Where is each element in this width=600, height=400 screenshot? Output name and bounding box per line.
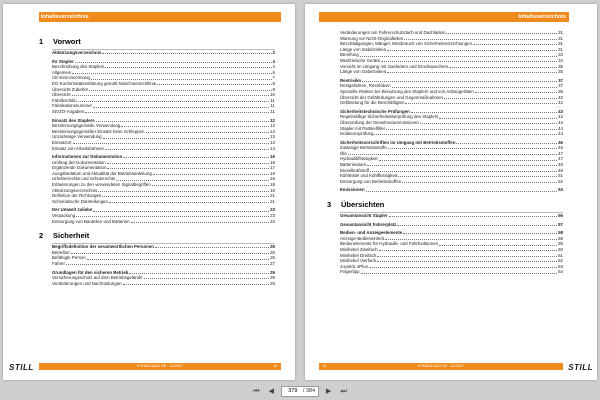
- dot-leader: [449, 67, 557, 68]
- toc-entry-title: StVZO-Angaben: [52, 108, 85, 114]
- dot-leader: [404, 39, 557, 40]
- toc-entry-title: Ausgabedatum und Aktualität der Betriebsanleitung: [52, 170, 152, 176]
- dot-leader: [102, 196, 269, 197]
- toc-entry-title: Umfang der Dokumentation: [52, 159, 106, 165]
- toc-entry-title: Entsorgung von Bauteilen und Batterien: [52, 218, 130, 224]
- dot-leader: [377, 261, 557, 262]
- toc-entry-title: Einsatz des Staplers: [52, 117, 95, 123]
- dot-leader: [72, 95, 270, 96]
- toc-entry[interactable]: [327, 179, 563, 185]
- toc-entry-title: Fabrikschild: [52, 97, 76, 103]
- dot-leader: [91, 79, 272, 80]
- toc-entry-page: 23: [270, 213, 275, 219]
- dot-leader: [392, 87, 558, 88]
- toc-entry-page: 37: [558, 77, 563, 83]
- toc-entry-title: Versicherungsschutz auf dem Betriebsgelände: [52, 275, 143, 281]
- toc-entry-page: 31: [558, 30, 563, 35]
- dot-leader: [411, 112, 557, 113]
- dot-leader: [153, 174, 269, 175]
- toc-entry-page: 58: [558, 230, 563, 236]
- toc-entry-page: 59: [558, 241, 563, 247]
- toc-entry-page: 61: [558, 252, 563, 258]
- toc-entry-title: Minihebel Vierfach: [340, 258, 377, 264]
- dot-leader: [72, 73, 271, 74]
- dot-leader: [397, 225, 557, 226]
- dot-leader: [87, 259, 269, 260]
- dot-leader: [446, 33, 557, 34]
- chapter-heading[interactable]: [39, 227, 275, 240]
- dot-leader: [420, 123, 557, 124]
- toc-entry-title: Minihebel Dreifach: [340, 252, 377, 258]
- toc-entry[interactable]: [39, 281, 275, 287]
- dot-leader: [73, 143, 270, 144]
- dot-leader: [473, 44, 557, 45]
- dot-leader: [444, 98, 557, 99]
- toc-entry-page: 23: [270, 218, 275, 224]
- dot-leader: [388, 148, 557, 149]
- toc-entry-page: 43: [558, 114, 563, 120]
- toc-entry-title: Fabrikationsnummer: [52, 103, 93, 109]
- toc-entry-page: 26: [270, 255, 275, 261]
- toc-entry-title: Ergänzende Dokumentation: [52, 165, 107, 171]
- toc-entry-page: 13: [270, 128, 275, 134]
- dot-leader: [123, 284, 270, 285]
- dot-leader: [129, 273, 269, 274]
- toc-entry-title: Schematische Darstellungen: [52, 198, 108, 204]
- dot-leader: [152, 185, 269, 186]
- dot-leader: [146, 132, 270, 133]
- toc-entry-page: 9: [272, 86, 275, 92]
- toc-entry-page: 38: [558, 88, 563, 94]
- toc-entry-title: Regelmäßige Sicherheitsüberprüfung des Staplers: [340, 114, 439, 120]
- dot-leader: [131, 222, 269, 223]
- toc-entry-page: 62: [558, 258, 563, 264]
- page-header-bar: [319, 12, 569, 22]
- dot-leader: [439, 245, 557, 246]
- toc-entry-title: Medizinische Geräte: [340, 57, 381, 63]
- dot-leader: [107, 163, 269, 164]
- toc-entry-title: Veränderungen und Nachrüstungen: [52, 280, 122, 286]
- toc-entry-page: 18: [270, 176, 275, 182]
- dot-leader: [402, 182, 557, 183]
- toc-entry-title: Länge von Gabelzinken: [340, 46, 387, 52]
- dot-leader: [475, 92, 557, 93]
- dot-leader: [405, 103, 557, 104]
- dot-leader: [105, 149, 269, 150]
- toc-entry-title: Dieselkraftstoff: [340, 167, 369, 173]
- dot-leader: [389, 216, 558, 217]
- dot-leader: [93, 107, 269, 108]
- toc-entry-title: Beschädigungen, Mängel, Missbrauch von Sicherheitseinrichtungen: [340, 41, 473, 47]
- toc-entry-page: 43: [558, 108, 563, 114]
- toc-entry-page: 44: [558, 125, 563, 131]
- toc-entry-page: 4: [272, 64, 275, 70]
- page-header-bar: [39, 12, 281, 22]
- dot-leader: [362, 81, 557, 82]
- toc-entry-page: 29: [270, 269, 275, 275]
- chapter-number: 3: [327, 200, 332, 210]
- footer-page-number: IV: [323, 364, 327, 368]
- dot-leader: [102, 53, 271, 54]
- toc-entry-page: 56: [558, 213, 563, 219]
- toc-entry-title: Allgemein: [52, 69, 72, 75]
- dot-leader: [144, 278, 270, 279]
- toc-entry-page: 26: [270, 244, 275, 250]
- toc-entry-title: Vorsicht im Umgang mit Gasfedern und Druckspeichern: [340, 63, 449, 69]
- toc-entry-title: CE-Kennzeichnung: [52, 75, 90, 81]
- dot-leader: [369, 267, 557, 268]
- toc-entry-title: Informationen zur Dokumentation: [52, 154, 123, 160]
- toc-entry-title: Zulässige Betriebsstoffe: [340, 145, 387, 151]
- toc-entry-page: 2: [272, 50, 275, 55]
- toc-entry-page: 13: [270, 139, 275, 145]
- dot-leader: [348, 154, 557, 155]
- chapter-title: Übersichten: [341, 200, 385, 210]
- toc-entry-page: 58: [558, 235, 563, 241]
- dot-leader: [116, 180, 269, 181]
- dot-leader: [71, 253, 269, 254]
- toc-entry-title: Kühlmittel und Kühlflüssigkeit: [340, 173, 398, 179]
- footer-document-code: 57348011824 DE - 11/2017: [136, 364, 184, 368]
- dot-leader: [75, 62, 272, 63]
- toc-entry-title: Bereifung: [340, 52, 359, 58]
- toc-entry-title: Abkürzungsverzeichnis: [52, 50, 102, 55]
- toc-entry-page: 47: [558, 156, 563, 162]
- toc-entry-page: 16: [270, 159, 275, 165]
- footer-document-code: 57348011824 DE - 11/2017: [417, 364, 465, 368]
- toc-entry-page: 31: [558, 41, 563, 47]
- toc-entry-title: Einsatz von Arbeitsbühnen: [52, 145, 104, 151]
- toc-entry-page: 13: [270, 134, 275, 140]
- toc-entry-title: Grundlagen für den sicheren Betrieb: [52, 269, 129, 275]
- toc-entry[interactable]: [327, 213, 563, 219]
- dot-leader: [76, 216, 269, 217]
- toc-page-left: [3, 4, 295, 380]
- toc-entry[interactable]: [39, 199, 275, 205]
- toc-entry[interactable]: [327, 100, 563, 106]
- dot-leader: [103, 138, 270, 139]
- toc-entry-page: 12: [270, 123, 275, 129]
- toc-entry-page: 44: [558, 131, 563, 137]
- dot-leader: [381, 61, 557, 62]
- toc-page-right: [305, 4, 597, 380]
- toc-entry-page: 43: [558, 119, 563, 125]
- toc-entry-page: 48: [558, 162, 563, 168]
- page-footer-bar: [319, 363, 563, 370]
- toc-entry-page: 18: [270, 182, 275, 188]
- toc-entry-title: Erläuterungen zu den verwendeten Signalbegriffen: [52, 182, 151, 188]
- toc-entry-page: 60: [558, 247, 563, 252]
- page-number-input[interactable]: [285, 387, 301, 395]
- toc-entry[interactable]: [327, 222, 563, 228]
- toc-entry[interactable]: [327, 131, 563, 137]
- toc-entry[interactable]: [327, 187, 563, 193]
- toc-entry-title: Öle: [340, 150, 347, 156]
- toc-entry-page: 34: [558, 57, 563, 63]
- page-header-title: Inhaltsverzeichnis: [41, 14, 89, 20]
- toc-entry-title: Beschreibung des Staplers: [52, 64, 105, 70]
- toc-entry-title: Gefährdung für die Beschäftigten: [340, 100, 405, 106]
- dot-leader: [367, 165, 557, 166]
- toc-entry-title: Spezielle Risiken bei Benutzung des Staplers und von Anbaugeräten: [340, 88, 474, 94]
- dot-leader: [155, 247, 269, 248]
- toc-entry-page: 17: [270, 165, 275, 171]
- toc-entry-page: 47: [558, 150, 563, 156]
- toc-entry-title: Urheberrechte und Schutzrechte: [52, 176, 116, 182]
- dot-leader: [96, 121, 269, 122]
- toc-entry-title: Übersicht der Gefährdungen und Gegenmaßnahmen: [340, 94, 443, 100]
- page-navigator: [281, 386, 319, 397]
- toc-entry-title: Fahrer: [52, 261, 65, 266]
- dot-leader: [387, 50, 557, 51]
- toc-entry-title: Ihr Stapler: [52, 58, 74, 64]
- dot-leader: [403, 233, 557, 234]
- toc-entry-title: Definition der Richtungen: [52, 193, 102, 199]
- toc-entry-title: Der Umwelt zuliebe: [52, 207, 93, 213]
- toc-entry-title: Begriffsdefinition der verantwortlichen Personen: [52, 244, 154, 250]
- toc-entry-page: 11: [270, 103, 275, 109]
- toc-entry-page: 11: [270, 97, 275, 103]
- toc-entry-page: 23: [270, 207, 275, 213]
- page-count-label: / 384: [302, 388, 316, 394]
- toc-entry[interactable]: [39, 261, 275, 267]
- dot-leader: [89, 90, 271, 91]
- toc-entry-page: 35: [558, 63, 563, 69]
- toc-entry-title: Restgefahren, Restrisiken: [340, 83, 391, 89]
- toc-entry-page: 46: [558, 139, 563, 145]
- toc-entry-page: 35: [558, 69, 563, 75]
- toc-entry-title: Anzeige-Bedieneinheit: [340, 235, 384, 241]
- toc-entry[interactable]: [39, 109, 275, 115]
- toc-entry-page: 33: [558, 52, 563, 58]
- dot-leader: [379, 160, 558, 161]
- last-page-icon[interactable]: ⏭: [340, 387, 347, 395]
- toc-entry-page: 53: [558, 187, 563, 193]
- toc-entry-title: EG-Konformitätserklärung gemäß Maschinenrichtlinie: [52, 80, 157, 86]
- toc-entry-page: 31: [558, 46, 563, 52]
- toc-entry-title: Joystick 4Plus: [340, 263, 368, 269]
- dot-leader: [85, 112, 269, 113]
- toc-entry-page: 51: [558, 173, 563, 179]
- toc-entry-page: 16: [270, 154, 275, 160]
- toc-entry-title: Bestimmungsgemäße Verwendung: [52, 123, 121, 129]
- dot-leader: [157, 84, 271, 85]
- toc-entry-title: Bedien- und Anzeigeelemente: [340, 230, 403, 236]
- chapter-title: Vorwort: [53, 37, 81, 46]
- toc-entry-title: Veränderungen am Fahrerschutzdach und Dachlasten: [340, 30, 446, 35]
- toc-entry-page: 11: [270, 108, 275, 114]
- toc-entry-page: 19: [270, 187, 275, 193]
- toc-entry-page: 21: [270, 193, 275, 199]
- toc-entry-title: Verpackung: [52, 213, 76, 219]
- toc-entry-title: Fingertipp: [340, 269, 360, 275]
- toc-entry-page: 7: [272, 75, 275, 81]
- toc-entry-title: Gesamtansicht Stapler: [340, 213, 388, 219]
- toc-entry-page: 29: [270, 275, 275, 281]
- toc-entry-title: Unzulässige Verwendung: [52, 134, 102, 140]
- toc-entry-title: Warnung vor Nicht-Originalteilen: [340, 35, 404, 41]
- toc-content-right: [327, 30, 563, 275]
- toc-entry-page: 14: [270, 145, 275, 151]
- toc-entry[interactable]: [39, 50, 275, 56]
- toc-entry-page: 4: [272, 58, 275, 64]
- viewer-toolbar: [0, 382, 600, 400]
- toc-entry-title: Betreiber: [52, 249, 70, 255]
- toc-entry-title: Entsorgung von Betriebsstoffen: [340, 178, 402, 184]
- toc-entry-page: 64: [558, 269, 563, 275]
- toc-entry-title: Bestimmungsgemäßer Einsatz beim Schleppen: [52, 128, 145, 134]
- toc-entry-title: Überprüfung der Dieselmotoremissionen: [340, 119, 419, 125]
- toc-entry-title: Isolationsprüfung: [340, 131, 374, 137]
- dot-leader: [76, 101, 269, 102]
- toc-content-left: [39, 30, 275, 286]
- chapter-number: 2: [39, 231, 44, 241]
- toc-entry-title: Übersicht: [52, 92, 71, 98]
- chapter-title: Sicherheit: [53, 231, 90, 241]
- toc-entry[interactable]: [39, 146, 275, 152]
- toc-entry-title: Befähigte Person: [52, 255, 86, 261]
- still-logo: STILL: [568, 363, 593, 372]
- dot-leader: [366, 191, 557, 192]
- dot-leader: [385, 239, 557, 240]
- toc-entry-page: 21: [270, 198, 275, 204]
- dot-leader: [379, 250, 558, 251]
- toc-entry-page: 57: [558, 221, 563, 227]
- toc-entry-title: Länge von Gabelzinken: [340, 69, 387, 75]
- toc-entry-title: Sicherheitsvorschriften im Umgang mit Betriebsstoffen: [340, 139, 456, 145]
- toc-entry-title: Restrisiko: [340, 77, 362, 83]
- toc-entry-title: Stapler mit Partikelfilter: [340, 125, 386, 131]
- toc-entry-page: 42: [558, 100, 563, 106]
- toc-entry-title: Gesamtansicht Fahrerplatz: [340, 221, 397, 227]
- toc-entry-page: 26: [270, 249, 275, 255]
- toc-entry-page: 12: [270, 117, 275, 123]
- toc-entry[interactable]: [39, 219, 275, 225]
- toc-entry[interactable]: [327, 269, 563, 275]
- toc-entry-page: 48: [558, 167, 563, 173]
- dot-leader: [121, 126, 269, 127]
- toc-entry-page: 40: [558, 94, 563, 100]
- dot-leader: [387, 72, 557, 73]
- toc-entry-title: Emissionen: [340, 187, 365, 193]
- toc-entry-page: 37: [558, 83, 563, 89]
- dot-leader: [123, 157, 269, 158]
- toc-entry-page: 29: [270, 280, 275, 286]
- toc-entry-page: 63: [558, 263, 563, 269]
- dot-leader: [456, 143, 557, 144]
- chapter-heading[interactable]: [39, 33, 275, 46]
- dot-leader: [98, 191, 269, 192]
- toc-entry-title: Abkürzungsverzeichnis: [52, 187, 98, 193]
- dot-leader: [439, 118, 557, 119]
- toc-entry-page: 52: [558, 178, 563, 184]
- dot-leader: [93, 211, 269, 212]
- dot-leader: [360, 56, 557, 57]
- toc-entry-page: 18: [270, 170, 275, 176]
- toc-entry-page: 31: [558, 35, 563, 41]
- toc-entry-page: 6: [272, 69, 275, 75]
- page-header-title: Inhaltsverzeichnis: [518, 14, 566, 20]
- toc-entry-title: Minihebel Zweifach: [340, 247, 378, 252]
- toc-entry-title: Bedienelemente für Hydraulik- und Fahrfunktionen: [340, 241, 439, 247]
- dot-leader: [374, 134, 557, 135]
- dot-leader: [370, 171, 557, 172]
- toc-entry-page: 46: [558, 145, 563, 151]
- toc-entry-page: 27: [270, 261, 275, 266]
- dot-leader: [386, 129, 557, 130]
- toc-entry-page: 8: [272, 80, 275, 86]
- toc-entry[interactable]: [327, 69, 563, 75]
- toc-entry-title: Übersicht Zubehör: [52, 86, 89, 92]
- toc-entry-title: Hydraulikflüssigkeit: [340, 156, 378, 162]
- toc-entry-page: 10: [270, 92, 275, 98]
- chapter-number: 1: [39, 37, 44, 46]
- chapter-heading[interactable]: [327, 196, 563, 209]
- dot-leader: [377, 256, 557, 257]
- dot-leader: [107, 168, 269, 169]
- dot-leader: [105, 67, 271, 68]
- toc-entry-title: Einsatzort: [52, 139, 72, 145]
- dot-leader: [398, 176, 557, 177]
- footer-page-number: III: [273, 364, 277, 368]
- next-page-icon[interactable]: ▶: [325, 387, 332, 395]
- toc-entry-title: Sicherheitstechnische Prüfungen: [340, 108, 410, 114]
- dot-leader: [109, 202, 269, 203]
- dot-leader: [361, 273, 558, 274]
- toc-entry-title: Batteriesäure: [340, 162, 367, 168]
- still-logo: STILL: [9, 363, 34, 372]
- first-page-icon[interactable]: ⏮: [253, 387, 260, 395]
- dot-leader: [66, 264, 269, 265]
- page-footer-bar: [39, 363, 281, 370]
- previous-page-icon[interactable]: ◀: [268, 387, 275, 395]
